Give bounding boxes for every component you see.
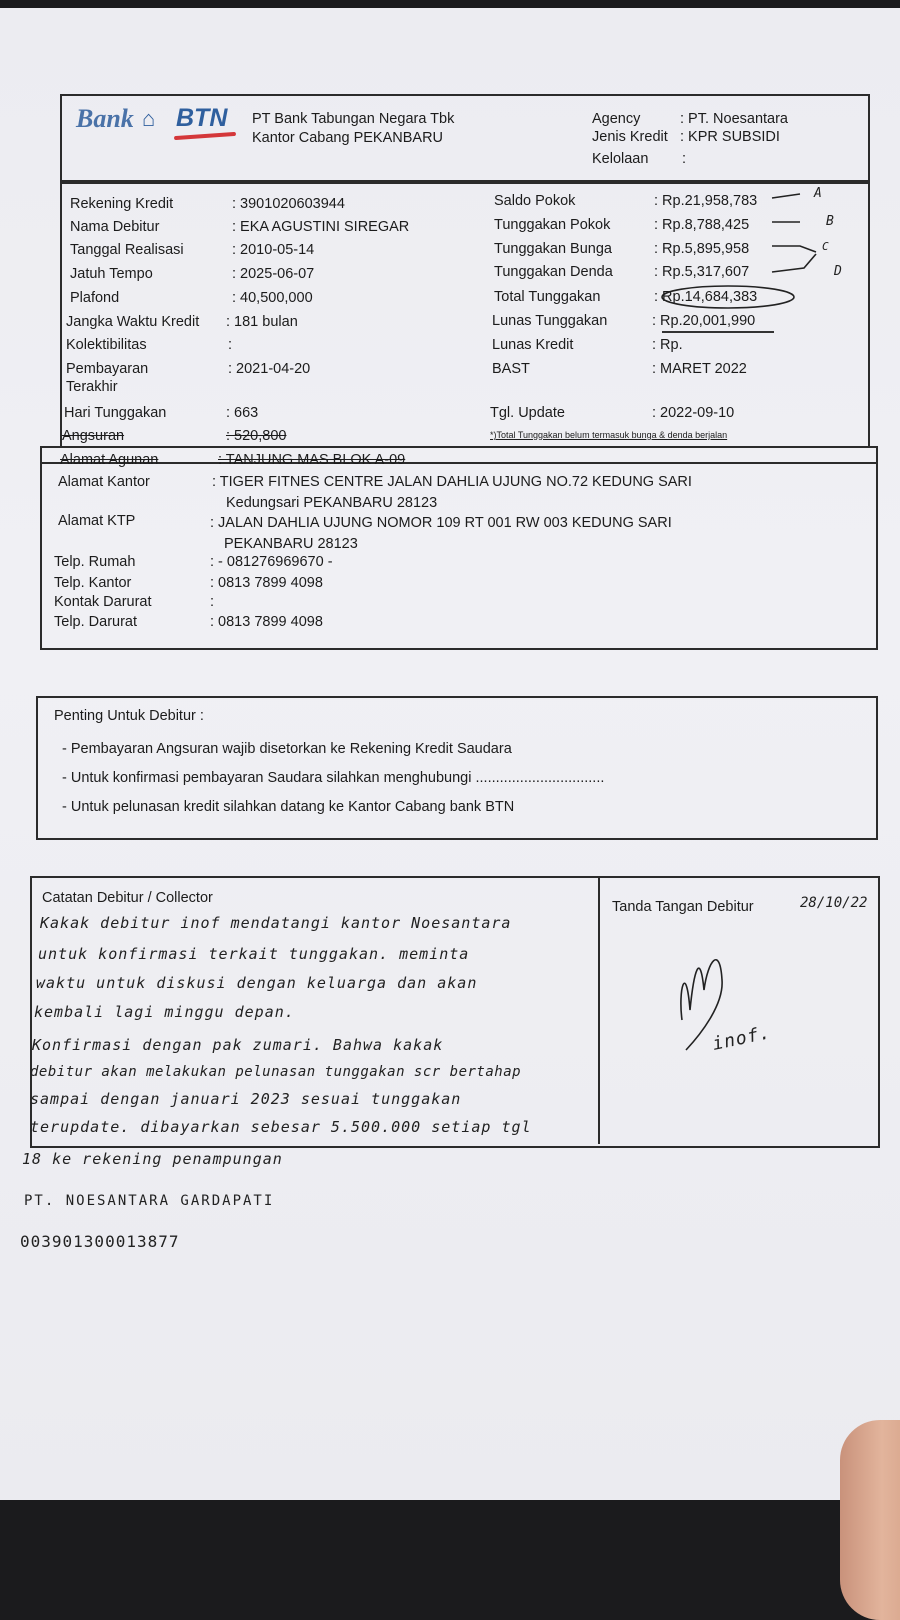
note-line-1: Kakak debitur inof mendatangi kantor Noesantara	[40, 914, 512, 932]
penting-item-2: - Untuk konfirmasi pembayaran Saudara silahkan menghubungi ................................	[62, 770, 605, 786]
pembayaran-label: Pembayaran	[66, 361, 149, 377]
branch-name: Kantor Cabang PEKANBARU	[252, 130, 444, 146]
jenis-kredit-value: : KPR SUBSIDI	[680, 129, 780, 145]
rekening-value: : 3901020603944	[232, 196, 345, 212]
tgl-update-label: Tgl. Update	[490, 405, 565, 421]
tunggakan-pokok-label: Tunggakan Pokok	[494, 217, 611, 233]
bank-logo-house-icon: ⌂	[142, 106, 156, 131]
penting-title: Penting Untuk Debitur :	[54, 708, 204, 724]
realisasi-label: Tanggal Realisasi	[70, 242, 184, 258]
hari-tunggakan-label: Hari Tunggakan	[64, 405, 167, 421]
note-line-8: terupdate. dibayarkan sebesar 5.500.000 setiap tgl	[30, 1118, 532, 1136]
alamat-kantor-line1: : TIGER FITNES CENTRE JALAN DAHLIA UJUNG NO.72 KEDUNG SARI	[212, 474, 692, 490]
tunggakan-denda-label: Tunggakan Denda	[494, 264, 613, 280]
jatuh-tempo-label: Jatuh Tempo	[70, 266, 153, 282]
background-desk	[0, 1500, 900, 1600]
signature-label: Tanda Tangan Debitur	[612, 899, 754, 915]
note-line-3: waktu untuk diskusi dengan keluarga dan akan	[36, 974, 478, 992]
penting-item-1: - Pembayaran Angsuran wajib disetorkan ke Rekening Kredit Saudara	[62, 741, 512, 757]
note-line-5: Konfirmasi dengan pak zumari. Bahwa kakak	[32, 1036, 444, 1054]
angsuran-value: : 520,800	[226, 428, 287, 444]
penting-item-3: - Untuk pelunasan kredit silahkan datang ke Kantor Cabang bank BTN	[62, 799, 515, 815]
telp-rumah-value: : - 081276969670 -	[210, 554, 333, 570]
after-line-1: 18 ke rekening penampungan	[22, 1150, 283, 1168]
mark-b: B	[826, 214, 835, 229]
kontak-darurat-label: Kontak Darurat	[54, 594, 152, 610]
alamat-ktp-line1: : JALAN DAHLIA UJUNG NOMOR 109 RT 001 RW 003 KEDUNG SARI	[210, 515, 672, 531]
bast-value: : MARET 2022	[652, 361, 747, 377]
alamat-kantor-line2: Kedungsari PEKANBARU 28123	[226, 495, 438, 511]
telp-kantor-value: : 0813 7899 4098	[210, 575, 323, 591]
catatan-title: Catatan Debitur / Collector	[42, 890, 213, 906]
thumb-finger	[840, 1420, 900, 1620]
terakhir-label: Terakhir	[66, 379, 118, 395]
telp-darurat-value: : 0813 7899 4098	[210, 614, 323, 630]
lunas-kredit-value: : Rp.	[652, 337, 683, 353]
mark-d: D	[834, 264, 843, 279]
telp-darurat-label: Telp. Darurat	[54, 614, 138, 630]
note-line-2: untuk konfirmasi terkait tunggakan. meminta	[38, 945, 470, 963]
angsuran-label: Angsuran	[62, 428, 125, 444]
signature-divider	[598, 878, 600, 1144]
tunggakan-denda-value: : Rp.5,317,607	[654, 264, 750, 280]
telp-rumah-label: Telp. Rumah	[54, 554, 136, 570]
mark-c: C	[822, 240, 830, 253]
jenis-kredit-label: Jenis Kredit	[592, 129, 668, 145]
jangka-value: : 181 bulan	[226, 314, 298, 330]
hari-tunggakan-value: : 663	[226, 405, 259, 421]
tunggakan-bunga-value: : Rp.5,895,958	[654, 241, 750, 257]
alamat-agunan-label: Alamat Agunan	[60, 452, 159, 468]
tunggakan-bunga-label: Tunggakan Bunga	[494, 241, 612, 257]
agency-label: Agency	[592, 111, 641, 127]
telp-kantor-label: Telp. Kantor	[54, 575, 132, 591]
agency-value: : PT. Noesantara	[680, 111, 788, 127]
signature-date: 28/10/22	[800, 895, 868, 911]
pembayaran-value: : 2021-04-20	[228, 361, 311, 377]
mark-a: A	[814, 186, 823, 201]
kolektibilitas-label: Kolektibilitas	[66, 337, 147, 353]
bank-name: PT Bank Tabungan Negara Tbk	[252, 111, 455, 127]
nama-value: : EKA AGUSTINI SIREGAR	[232, 219, 410, 235]
lunas-underline	[662, 331, 774, 333]
note-line-4: kembali lagi minggu depan.	[34, 1003, 295, 1021]
plafond-label: Plafond	[70, 290, 120, 306]
plafond-value: : 40,500,000	[232, 290, 313, 306]
lunas-tunggakan-label: Lunas Tunggakan	[492, 313, 608, 329]
after-line-2: PT. NOESANTARA GARDAPATI	[24, 1193, 275, 1209]
jatuh-tempo-value: : 2025-06-07	[232, 266, 315, 282]
tgl-update-value: : 2022-09-10	[652, 405, 735, 421]
saldo-pokok-value: : Rp.21,958,783	[654, 193, 758, 209]
signature-text: inof.	[710, 1022, 773, 1055]
lunas-tunggakan-value: : Rp.20,001,990	[652, 313, 756, 329]
footnote: *)Total Tunggakan belum termasuk bunga & denda berjalan	[490, 430, 728, 440]
after-line-3: 003901300013877	[20, 1232, 180, 1251]
kelolaan-label: Kelolaan	[592, 151, 649, 167]
address-divider	[40, 462, 876, 464]
kolektibilitas-value: :	[228, 337, 233, 353]
saldo-pokok-label: Saldo Pokok	[494, 193, 576, 209]
alamat-ktp-line2: PEKANBARU 28123	[224, 536, 358, 552]
lunas-kredit-label: Lunas Kredit	[492, 337, 574, 353]
alamat-agunan-value: : TANJUNG MAS BLOK A-09	[218, 452, 406, 468]
bank-logo-text: Bank	[76, 104, 134, 133]
note-line-6: debitur akan melakukan pelunasan tunggakan scr bertahap	[30, 1064, 522, 1080]
alamat-ktp-label: Alamat KTP	[58, 513, 136, 529]
tunggakan-pokok-value: : Rp.8,788,425	[654, 217, 750, 233]
total-tunggakan-value: : Rp.14,684,383	[654, 289, 758, 305]
kelolaan-value: :	[682, 151, 687, 167]
rekening-label: Rekening Kredit	[70, 196, 174, 212]
btn-logo-text: BTN	[176, 104, 228, 132]
jangka-label: Jangka Waktu Kredit	[66, 314, 200, 330]
total-tunggakan-label: Total Tunggakan	[494, 289, 601, 305]
nama-label: Nama Debitur	[70, 219, 160, 235]
note-line-7: sampai dengan januari 2023 sesuai tunggakan	[30, 1090, 462, 1108]
alamat-kantor-label: Alamat Kantor	[58, 474, 150, 490]
kontak-darurat-value: :	[210, 594, 215, 610]
realisasi-value: : 2010-05-14	[232, 242, 315, 258]
bast-label: BAST	[492, 361, 530, 377]
